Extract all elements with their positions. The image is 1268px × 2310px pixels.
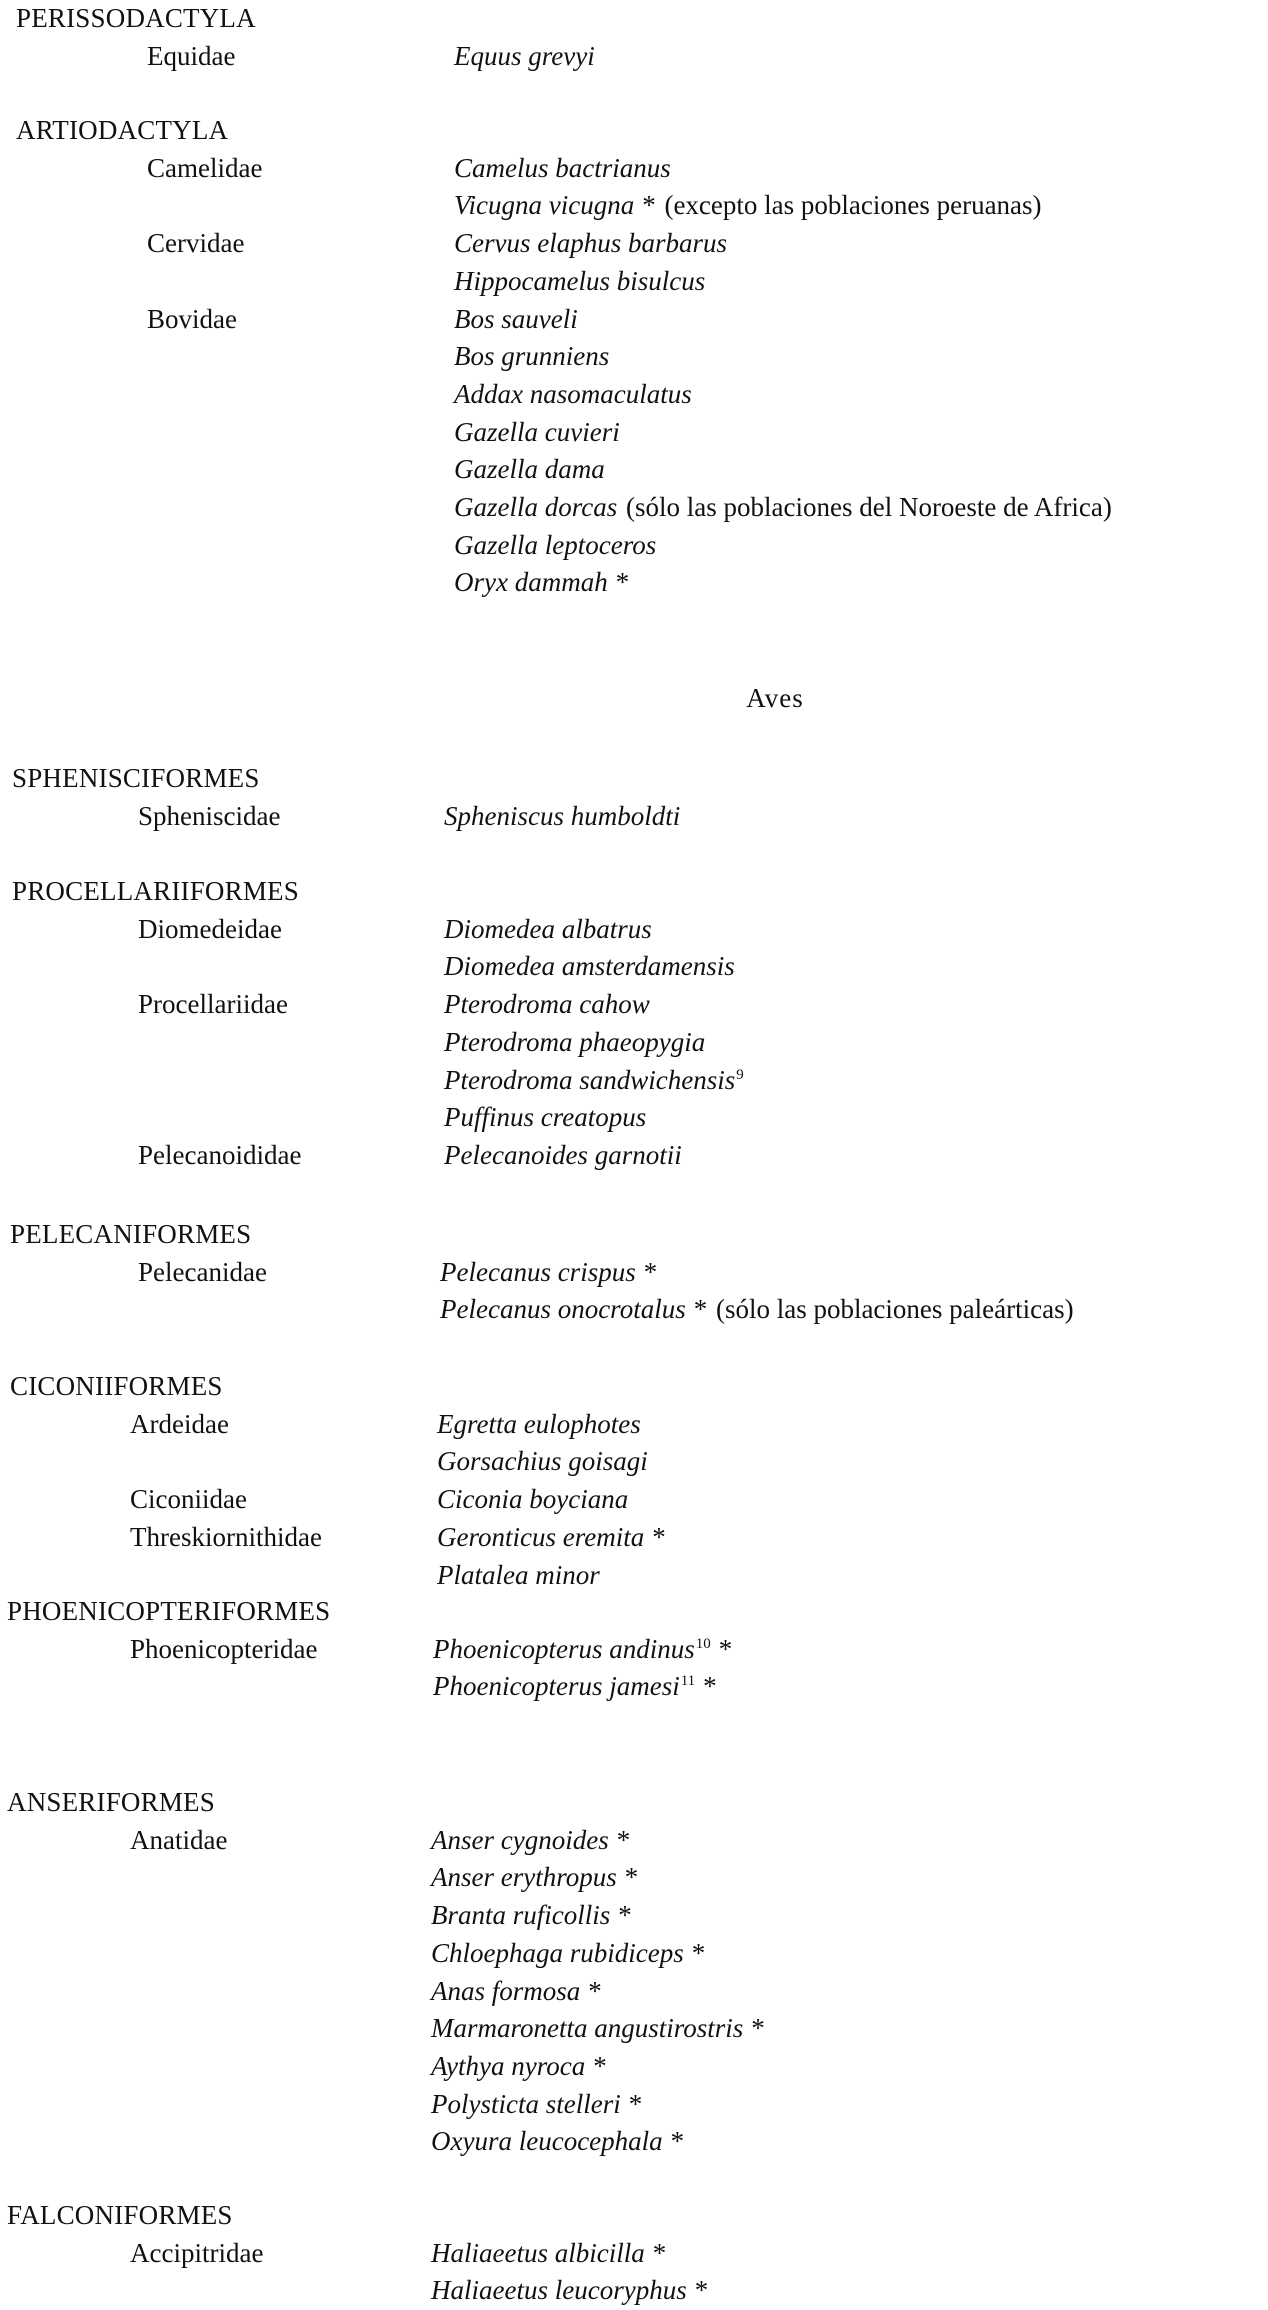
species-name: Pterodroma sandwichensis — [444, 1064, 736, 1095]
species-entry — [437, 1406, 641, 1444]
species-entry — [454, 376, 692, 414]
species-entry — [454, 564, 629, 602]
species-name: Pelecanus crispus — [440, 1256, 636, 1287]
species-name: Vicugna vicugna — [454, 190, 635, 221]
species-entry — [431, 1935, 705, 1973]
species-entry — [444, 798, 680, 836]
species-note: (sólo las poblaciones paleárticas) — [715, 1294, 1074, 1325]
species-entry — [431, 2123, 684, 2161]
order-heading: FALCONIFORMES — [7, 2200, 233, 2230]
species-entry — [437, 1519, 666, 1557]
asterisk-marker: * — [693, 1294, 708, 1325]
family-name: Pelecanidae — [138, 1256, 267, 1287]
species-name: Anser cygnoides — [431, 1824, 609, 1855]
species-entry — [444, 948, 735, 986]
order-heading: PELECANIFORMES — [10, 1219, 252, 1249]
species-entry — [431, 2010, 765, 2048]
family-name: Spheniscidae — [138, 800, 281, 831]
species-entry — [454, 451, 605, 489]
family-name: Bovidae — [147, 303, 237, 334]
asterisk-marker: * — [751, 2013, 765, 2044]
asterisk-marker: * — [718, 1633, 733, 1664]
species-name: Oryx dammah — [454, 567, 608, 598]
family-name: Ardeidae — [130, 1408, 229, 1439]
species-entry — [444, 986, 650, 1024]
species-name: Gazella dorcas — [454, 492, 618, 522]
species-entry — [431, 2272, 708, 2310]
asterisk-marker: * — [618, 1900, 632, 1931]
species-name: Haliaeetus leucoryphus — [431, 2275, 687, 2306]
species-name: Anas formosa — [431, 1975, 581, 2006]
species-entry — [454, 527, 656, 565]
species-entry — [433, 1668, 717, 1706]
species-entry — [444, 1062, 744, 1100]
asterisk-marker: * — [624, 1862, 639, 1893]
species-name: Anser erythropus — [431, 1862, 617, 1893]
species-name: Pelecanus onocrotalus — [440, 1294, 686, 1325]
species-entry — [431, 2086, 642, 2124]
asterisk-marker: * — [652, 2237, 667, 2268]
species-entry — [437, 1443, 648, 1481]
asterisk-marker: * — [670, 2126, 685, 2157]
asterisk-marker: * — [593, 2050, 607, 2081]
species-entry — [444, 1024, 705, 1062]
family-name: Pelecanoididae — [138, 1139, 302, 1170]
species-name: Oxyura leucocephala — [431, 2126, 663, 2157]
species-name: Gazella cuvieri — [454, 416, 620, 447]
species-name: Platalea minor — [437, 1559, 600, 1590]
species-entry — [454, 414, 620, 452]
family-name: Cervidae — [147, 228, 245, 259]
species-entry — [444, 911, 652, 949]
species-entry — [454, 489, 1112, 527]
species-name: Egretta eulophotes — [437, 1408, 641, 1439]
family-name: Procellariidae — [138, 989, 288, 1020]
species-entry — [431, 1822, 630, 1860]
species-note: (sólo las poblaciones del Noroeste de Africa) — [626, 492, 1112, 522]
species-name: Polysticta stelleri — [431, 2088, 621, 2119]
species-name: Phoenicopterus andinus — [433, 1633, 695, 1664]
footnote-marker: 10 — [695, 1635, 711, 1652]
family-name: Ciconiidae — [130, 1484, 247, 1515]
species-name: Bos sauveli — [454, 303, 578, 334]
family-name: Accipitridae — [130, 2237, 264, 2268]
species-entry — [431, 1897, 632, 1935]
family-name: Threskiornithidae — [130, 1521, 322, 1552]
footnote-marker: 11 — [680, 1673, 696, 1690]
family-name: Camelidae — [147, 152, 263, 183]
footnote-marker: 9 — [736, 1066, 744, 1083]
asterisk-marker: * — [616, 1824, 631, 1855]
species-entry — [433, 1631, 732, 1669]
asterisk-marker: * — [615, 567, 630, 598]
species-name: Hippocamelus bisulcus — [454, 265, 706, 296]
species-name: Pelecanoides garnotii — [444, 1139, 682, 1170]
family-name: Phoenicopteridae — [130, 1633, 318, 1664]
asterisk-marker: * — [703, 1671, 717, 1702]
species-name: Diomedea albatrus — [444, 913, 652, 944]
species-name: Cervus elaphus barbarus — [454, 228, 728, 259]
family-name: Equidae — [147, 40, 236, 71]
species-name: Puffinus creatopus — [444, 1102, 647, 1133]
species-name: Gazella leptoceros — [454, 529, 657, 560]
species-name: Phoenicopterus jamesi — [433, 1671, 680, 1702]
species-name: Camelus bactrianus — [454, 152, 671, 183]
species-name: Haliaeetus albicilla — [431, 2237, 645, 2268]
species-entry — [454, 301, 578, 339]
asterisk-marker: * — [694, 2275, 709, 2306]
species-name: Pterodroma phaeopygia — [444, 1026, 706, 1057]
species-name: Gazella dama — [454, 454, 605, 485]
species-entry — [454, 187, 1042, 225]
species-name: Addax nasomaculatus — [454, 378, 692, 409]
species-name: Bos grunniens — [454, 341, 610, 372]
family-name: Anatidae — [130, 1824, 228, 1855]
species-entry — [454, 338, 609, 376]
species-entry — [431, 2235, 666, 2273]
asterisk-marker: * — [628, 2088, 643, 2119]
order-heading: PHOENICOPTERIFORMES — [7, 1596, 331, 1626]
order-heading: PROCELLARIIFORMES — [12, 876, 299, 906]
species-name: Geronticus eremita — [437, 1521, 645, 1552]
species-entry — [431, 1859, 638, 1897]
species-entry — [444, 1099, 646, 1137]
species-name: Equus grevyi — [454, 40, 595, 71]
order-heading: CICONIIFORMES — [10, 1371, 223, 1401]
asterisk-marker: * — [642, 190, 656, 221]
species-entry — [437, 1557, 600, 1595]
order-heading: ANSERIFORMES — [7, 1787, 215, 1817]
species-name: Branta ruficollis — [431, 1900, 611, 1931]
class-heading-aves: Aves — [746, 683, 804, 713]
asterisk-marker: * — [691, 1937, 706, 1968]
species-name: Pterodroma cahow — [444, 989, 650, 1020]
species-name: Aythya nyroca — [431, 2050, 586, 2081]
species-note: (excepto las poblaciones peruanas) — [664, 190, 1042, 221]
asterisk-marker: * — [643, 1256, 658, 1287]
species-entry — [431, 2048, 607, 2086]
species-name: Marmaronetta angustirostris — [431, 2013, 744, 2044]
species-name: Diomedea amsterdamensis — [444, 951, 735, 982]
species-entry — [440, 1254, 657, 1292]
species-entry — [454, 225, 727, 263]
species-entry — [454, 263, 705, 301]
family-name: Diomedeidae — [138, 913, 282, 944]
order-heading: ARTIODACTYLA — [16, 115, 229, 145]
species-entry — [437, 1481, 628, 1519]
species-entry — [431, 1973, 602, 2011]
species-entry — [444, 1137, 682, 1175]
order-heading: SPHENISCIFORMES — [12, 763, 260, 793]
asterisk-marker: * — [588, 1975, 602, 2006]
order-heading: PERISSODACTYLA — [16, 3, 256, 33]
species-name: Gorsachius goisagi — [437, 1446, 648, 1477]
species-name: Spheniscus humboldti — [444, 800, 681, 831]
species-name: Chloephaga rubidiceps — [431, 1937, 684, 1968]
species-name: Ciconia boyciana — [437, 1484, 629, 1515]
species-entry — [440, 1291, 1074, 1329]
asterisk-marker: * — [652, 1521, 666, 1552]
species-entry — [454, 150, 671, 188]
species-entry — [454, 38, 595, 76]
